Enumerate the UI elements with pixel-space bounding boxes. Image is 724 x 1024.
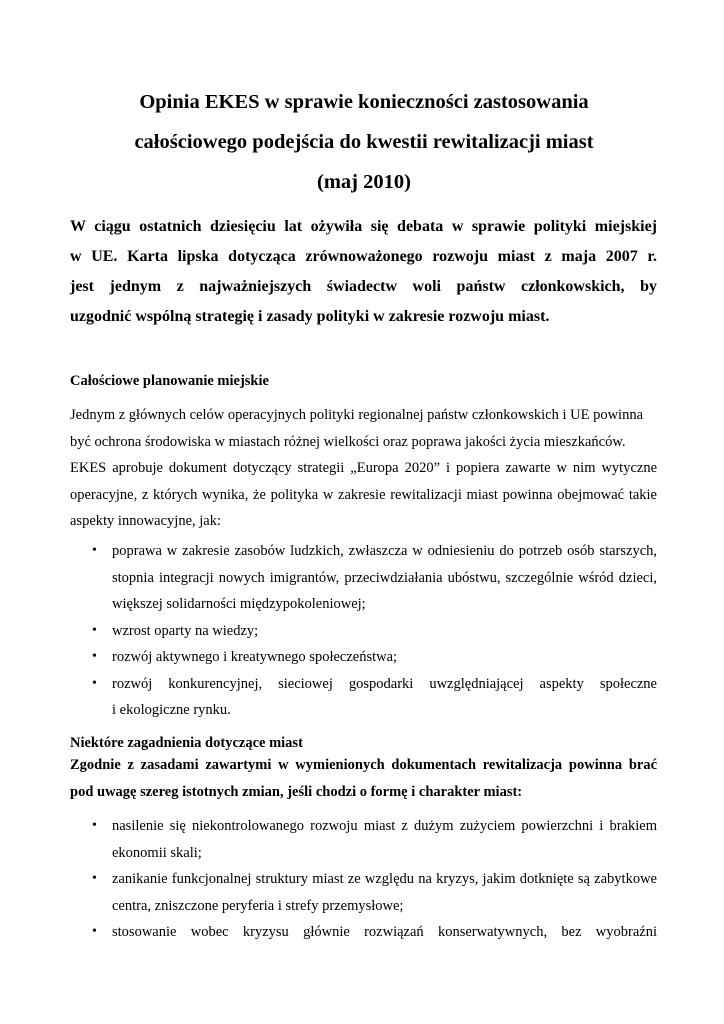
paragraph-line: Jednym z głównych celów operacyjnych polityki regionalnej państw członkowskich i UE powinna bbox=[70, 407, 644, 423]
list-item-line: stosowanie wobec kryzysu głównie rozwiązań konserwatywnych, bez wyobraźni bbox=[112, 924, 657, 940]
bullet-icon: • bbox=[92, 622, 97, 638]
list-item-line: rozwój konkurencyjnej, sieciowej gospodarki uwzględniającej aspekty społeczne bbox=[112, 675, 657, 692]
lead-paragraph bbox=[70, 212, 657, 332]
lead-line: jest jednym z najważniejszych świadectw woli państw członkowskich, by bbox=[70, 278, 657, 295]
list-item-line: nasilenie się niekontrolowanego rozwoju miast z dużym zużyciem powierzchni i brakiem bbox=[112, 818, 657, 834]
list-item-line: wzrost oparty na wiedzy; bbox=[112, 622, 259, 639]
title-line: całościowego podejścia do kwestii rewitalizacji miast bbox=[134, 131, 594, 153]
paragraph-line: EKES aprobuje dokument dotyczący strategii „Europa 2020” i popiera zawarte w nim wytyczne bbox=[70, 460, 657, 476]
list-item bbox=[70, 919, 657, 946]
paragraph-line: aspekty innowacyjne, jak: bbox=[70, 513, 221, 529]
list-item bbox=[70, 866, 657, 919]
paragraph-line: Zgodnie z zasadami zawartymi w wymienionych dokumentach rewitalizacja powinna brać bbox=[70, 757, 657, 773]
paragraph bbox=[70, 402, 657, 455]
list-item-line: centra, zniszczone peryferia i strefy przemysłowe; bbox=[112, 897, 404, 914]
document-title bbox=[70, 82, 658, 202]
bullet-icon: • bbox=[92, 675, 97, 691]
bullet-icon: • bbox=[92, 871, 97, 886]
section-heading: Całościowe planowanie miejskie bbox=[70, 373, 269, 389]
bullet-list bbox=[70, 538, 657, 724]
paragraph-line: być ochrona środowiska w miastach różnej wielkości oraz poprawa jakości życia mieszkańców. bbox=[70, 433, 626, 450]
list-item-line: większej solidarności międzypokoleniowej; bbox=[112, 596, 366, 612]
list-item bbox=[70, 671, 657, 724]
list-item bbox=[70, 813, 657, 866]
list-item-line: i ekologiczne rynku. bbox=[112, 702, 231, 718]
list-item-line: poprawa w zakresie zasobów ludzkich, zwłaszcza w odniesieniu do potrzeb osób starszych, bbox=[112, 543, 657, 559]
lead-line: W ciągu ostatnich dziesięciu lat ożywiła się debata w sprawie polityki miejskiej bbox=[70, 218, 657, 235]
section-heading: Niektóre zagadnienia dotyczące miast bbox=[70, 735, 303, 751]
list-item-line: zanikanie funkcjonalnej struktury miast ze względu na kryzys, jakim dotknięte są zabytkowe bbox=[112, 871, 657, 887]
list-item bbox=[70, 644, 657, 671]
list-item-line: rozwój aktywnego i kreatywnego społeczeństwa; bbox=[112, 649, 398, 665]
list-item bbox=[70, 538, 657, 618]
bullet-list bbox=[70, 813, 657, 946]
bullet-icon: • bbox=[92, 818, 97, 833]
title-line: Opinia EKES w sprawie konieczności zastosowania bbox=[139, 91, 589, 113]
title-date: (maj 2010) bbox=[317, 171, 411, 193]
paragraph bbox=[70, 455, 657, 535]
bullet-icon: • bbox=[92, 924, 97, 939]
paragraph-line: operacyjne, z których wynika, że polityka w zakresie rewitalizacji miast powinna obejmować takie bbox=[70, 486, 657, 503]
list-item-line: stopnia integracji nowych imigrantów, przeciwdziałania ubóstwu, szczególnie wśród dzieci, bbox=[112, 569, 657, 586]
bullet-icon: • bbox=[92, 649, 97, 664]
lead-line: w UE. Karta lipska dotycząca zrównoważonego rozwoju miast z maja 2007 r. bbox=[70, 248, 657, 265]
paragraph-line: pod uwagę szereg istotnych zmian, jeśli chodzi o formę i charakter miast: bbox=[70, 783, 523, 800]
list-item-line: ekonomii skali; bbox=[112, 844, 202, 861]
bold-paragraph bbox=[70, 752, 657, 805]
lead-line: uzgodnić wspólną strategię i zasady polityki w zakresie rozwoju miast. bbox=[70, 308, 550, 325]
bullet-icon: • bbox=[92, 543, 97, 558]
list-item bbox=[70, 618, 657, 645]
